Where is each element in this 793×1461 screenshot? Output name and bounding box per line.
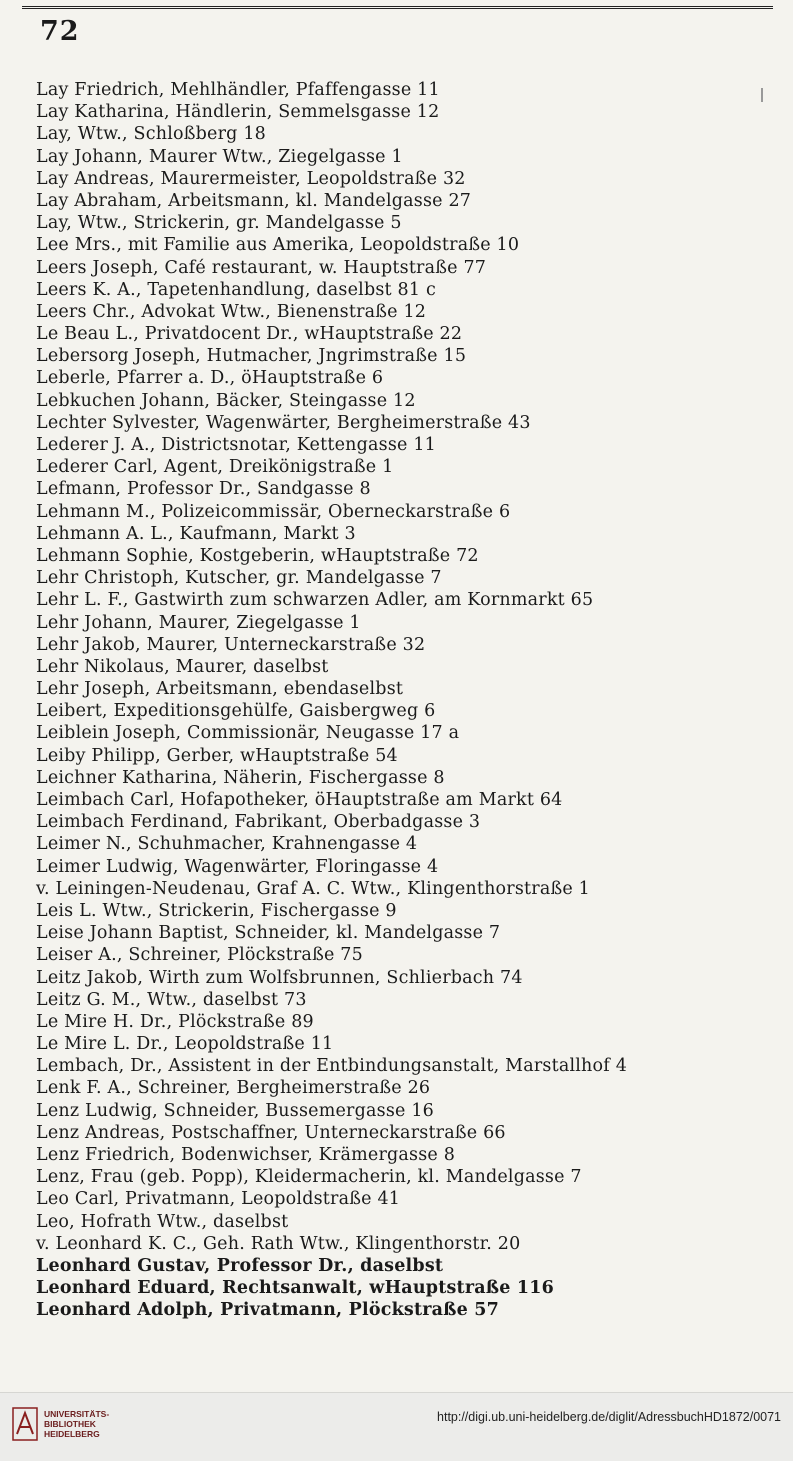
directory-entry: Lenz, Frau (geb. Popp), Kleidermacherin, kl. Mandelgasse 7: [36, 1167, 582, 1188]
directory-entry: Lee Mrs., mit Familie aus Amerika, Leopoldstraße 10: [36, 235, 520, 256]
directory-entry: Lehr L. F., Gastwirth zum schwarzen Adler, am Kornmarkt 65: [36, 590, 594, 611]
directory-entry: Leitz G. M., Wtw., daselbst 73: [36, 989, 307, 1010]
directory-entry: Lehr Nikolaus, Maurer, daselbst: [36, 656, 329, 677]
library-name-line: HEIDELBERG: [44, 1429, 100, 1439]
directory-entry: Leiser A., Schreiner, Plöckstraße 75: [36, 945, 363, 966]
directory-entry: Lay Andreas, Maurermeister, Leopoldstraße 32: [36, 168, 466, 189]
top-rule: [22, 6, 773, 9]
directory-entry: v. Leiningen-Neudenau, Graf A. C. Wtw., Klingenthorstraße 1: [36, 878, 591, 899]
directory-entry: Leers Chr., Advokat Wtw., Bienenstraße 12: [36, 301, 427, 322]
directory-entry: Leo, Hofrath Wtw., daselbst: [36, 1211, 289, 1232]
page-number: 72: [40, 16, 80, 47]
directory-entry: Leimer N., Schuhmacher, Krahnengasse 4: [36, 834, 418, 855]
library-name[interactable]: [44, 1409, 109, 1439]
directory-entry: Lay Friedrich, Mehlhändler, Pfaffengasse 11: [36, 80, 440, 100]
directory-entry: Lehr Jakob, Maurer, Unterneckarstraße 32: [36, 634, 426, 655]
directory-entry: Leers Joseph, Café restaurant, w. Hauptstraße 77: [36, 257, 487, 278]
directory-entry: v. Leonhard K. C., Geh. Rath Wtw., Klingenthorstr. 20: [36, 1233, 521, 1254]
directory-entry: Lehmann M., Polizeicommissär, Oberneckarstraße 6: [36, 501, 511, 522]
directory-entry: Lehr Christoph, Kutscher, gr. Mandelgasse 7: [36, 568, 442, 589]
library-logo-icon[interactable]: [12, 1407, 38, 1441]
directory-entry: Leers K. A., Tapetenhandlung, daselbst 81 c: [36, 279, 436, 300]
directory-entry: Lefmann, Professor Dr., Sandgasse 8: [36, 479, 371, 500]
directory-entry: Lay, Wtw., Strickerin, gr. Mandelgasse 5: [36, 213, 402, 234]
directory-entry: Lehmann Sophie, Kostgeberin, wHauptstraße 72: [36, 545, 479, 566]
directory-entry: Lembach, Dr., Assistent in der Entbindungsanstalt, Marstallhof 4: [36, 1056, 628, 1077]
directory-entries: [36, 79, 776, 1322]
directory-entry: Leiblein Joseph, Commissionär, Neugasse 17 a: [36, 723, 460, 744]
directory-entry: Lenz Andreas, Postschaffner, Unterneckarstraße 66: [36, 1122, 506, 1143]
directory-entry: Leise Johann Baptist, Schneider, kl. Mandelgasse 7: [36, 923, 501, 944]
directory-entry: Leimer Ludwig, Wagenwärter, Floringasse 4: [36, 856, 439, 877]
directory-entry: Leibert, Expeditionsgehülfe, Gaisbergweg 6: [36, 701, 436, 722]
footer-bar: [0, 1392, 793, 1461]
directory-entry: Leberle, Pfarrer a. D., öHauptstraße 6: [36, 368, 384, 389]
directory-entry: Le Mire L. Dr., Leopoldstraße 11: [36, 1034, 334, 1055]
directory-entry: Lebersorg Joseph, Hutmacher, Jngrimstraße 15: [36, 346, 467, 367]
directory-entry: Leimbach Ferdinand, Fabrikant, Oberbadgasse 3: [36, 812, 481, 833]
directory-entry: Lay Katharina, Händlerin, Semmelsgasse 12: [36, 102, 440, 123]
directory-entry: Lay Johann, Maurer Wtw., Ziegelgasse 1: [36, 146, 403, 167]
directory-entry: Le Mire H. Dr., Plöckstraße 89: [36, 1011, 314, 1032]
directory-entry: Leimbach Carl, Hofapotheker, öHauptstraße am Markt 64: [36, 790, 563, 810]
directory-entry: Leichner Katharina, Näherin, Fischergasse 8: [36, 767, 445, 788]
directory-entry: Lay, Wtw., Schloßberg 18: [36, 124, 266, 145]
directory-entry: Leo Carl, Privatmann, Leopoldstraße 41: [36, 1189, 401, 1210]
directory-entry: Lenk F. A., Schreiner, Bergheimerstraße 26: [36, 1078, 431, 1099]
directory-entry: Leonhard Adolph, Privatmann, Plöckstraße 57: [36, 1300, 500, 1321]
library-name-line: BIBLIOTHEK: [44, 1419, 96, 1429]
directory-entry: Lenz Friedrich, Bodenwichser, Krämergasse 8: [36, 1145, 456, 1165]
directory-entry: Leiby Philipp, Gerber, wHauptstraße 54: [36, 745, 398, 766]
directory-entry: Lehr Johann, Maurer, Ziegelgasse 1: [36, 612, 361, 633]
directory-entry: Lechter Sylvester, Wagenwärter, Bergheimerstraße 43: [36, 412, 531, 433]
directory-entry: Lebkuchen Johann, Bäcker, Steingasse 12: [36, 390, 416, 411]
directory-entry: Leis L. Wtw., Strickerin, Fischergasse 9: [36, 900, 397, 921]
directory-entry: Lay Abraham, Arbeitsmann, kl. Mandelgasse 27: [36, 190, 472, 211]
directory-entry: Lehr Joseph, Arbeitsmann, ebendaselbst: [36, 679, 404, 700]
directory-entry: Le Beau L., Privatdocent Dr., wHauptstraße 22: [36, 324, 463, 345]
directory-entry: Leonhard Gustav, Professor Dr., daselbst: [36, 1255, 444, 1276]
directory-entry: Lederer J. A., Districtsnotar, Kettengasse 11: [36, 435, 436, 455]
directory-entry: Leonhard Eduard, Rechtsanwalt, wHauptstraße 116: [36, 1278, 555, 1299]
directory-entry: Leitz Jakob, Wirth zum Wolfsbrunnen, Schlierbach 74: [36, 967, 523, 988]
directory-entry: Lehmann A. L., Kaufmann, Markt 3: [36, 523, 356, 544]
directory-entry: Lenz Ludwig, Schneider, Bussemergasse 16: [36, 1100, 434, 1121]
directory-entry: Lederer Carl, Agent, Dreikönigstraße 1: [36, 457, 394, 478]
source-url-link[interactable]: http://digi.ub.uni-heidelberg.de/diglit/AdressbuchHD1872/0071: [437, 1410, 781, 1424]
library-name-line: UNIVERSITÄTS-: [44, 1409, 110, 1419]
